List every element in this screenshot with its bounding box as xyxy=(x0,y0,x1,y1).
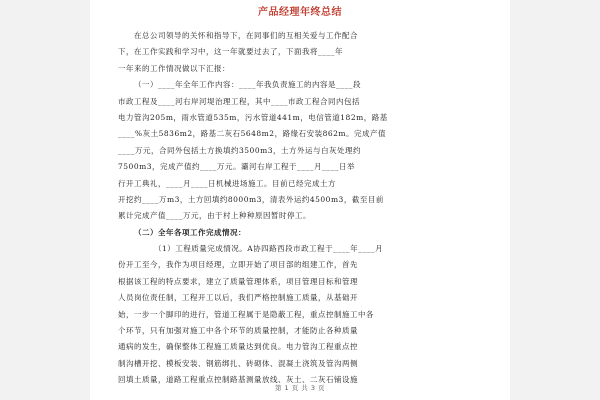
paragraph-line: 回填土质量，道路工程重点控制路基测量放线、灰土、二灰石铺设施 xyxy=(118,375,358,385)
document-page xyxy=(90,0,510,400)
paragraph-line: 7500m3，完成产值约____万元。灞河右岸工程于____月____日举 xyxy=(118,162,355,172)
page-footer: 第 1 页 共 3 页 xyxy=(274,384,326,392)
section-heading: （二）全年各项工作完成情况： xyxy=(134,227,246,237)
paragraph-line: （1）工程质量完成情况。A协四路西段市政工程于____年____月 xyxy=(154,244,384,254)
paragraph-line: 行开工典礼，____月____日机械进场施工。目前已经完成土方 xyxy=(118,178,336,188)
paragraph-line: 市政工程及____河右岸河堤治理工程，其中____市政工程合同内包括 xyxy=(118,96,360,106)
document-title: 产品经理年终总结 xyxy=(258,7,342,18)
paragraph-line: 累计完成产值____万元，由于村上种种原因暂时停工。 xyxy=(118,211,311,221)
paragraph-line: 一年来的工作情况做以下汇报： xyxy=(118,63,230,73)
paragraph-line: 份开工至今，我作为项目经理，立即开始了项目部的组建工作，首先 xyxy=(118,260,358,270)
paragraph-line: ____%灰土5836m2，路基二灰石5648m2，路缘石安装862m。完成产值 xyxy=(118,129,386,139)
paragraph-line: 电力管沟205m，雨水管道535m，污水管道441m，电信管道182m，路基 xyxy=(118,112,388,122)
paragraph-line: 人员岗位责任制，工程开工以后，我们严格控制施工质量，从基础开 xyxy=(118,293,358,303)
paragraph-line: 下，在工作实践和学习中，这一年就要过去了，下面我将____年 xyxy=(118,47,343,57)
paragraph-line: 个环节，只有加强对施工中各个环节的质量控制，才能防止各种质量 xyxy=(118,326,358,336)
section-heading: （一）____年全年工作内容：____年我负责施工的内容是____段 xyxy=(134,80,361,90)
paragraph-line: 制沟槽开挖、模板安装、钢筋绑扎、砖砌体、混凝土浇筑及管沟两侧 xyxy=(118,358,358,368)
paragraph-line: ____万元，合同外包括土方换填约3500m3，土方外运与白灰处理约 xyxy=(118,145,361,155)
paragraph-line: 开挖约____万m3，土方回填约8000m3，清表外运约4500m3，截至目前 xyxy=(118,194,384,204)
paragraph-line: 根据该工程的特点要求，建立了质量管理体系，项目管理目标和管理 xyxy=(118,276,358,286)
document-body xyxy=(118,28,482,389)
paragraph-line: 通病的发生，确保整体工程施工质量达到优良。电力管沟工程重点控 xyxy=(118,342,358,352)
paragraph-line: 始，一步一个脚印的进行，管道工程属于是隐蔽工程，重点控制施工中各 xyxy=(118,309,374,319)
paragraph-line: 在总公司领导的关怀和指导下，在同事们的互相关爱与工作配合 xyxy=(134,31,358,40)
